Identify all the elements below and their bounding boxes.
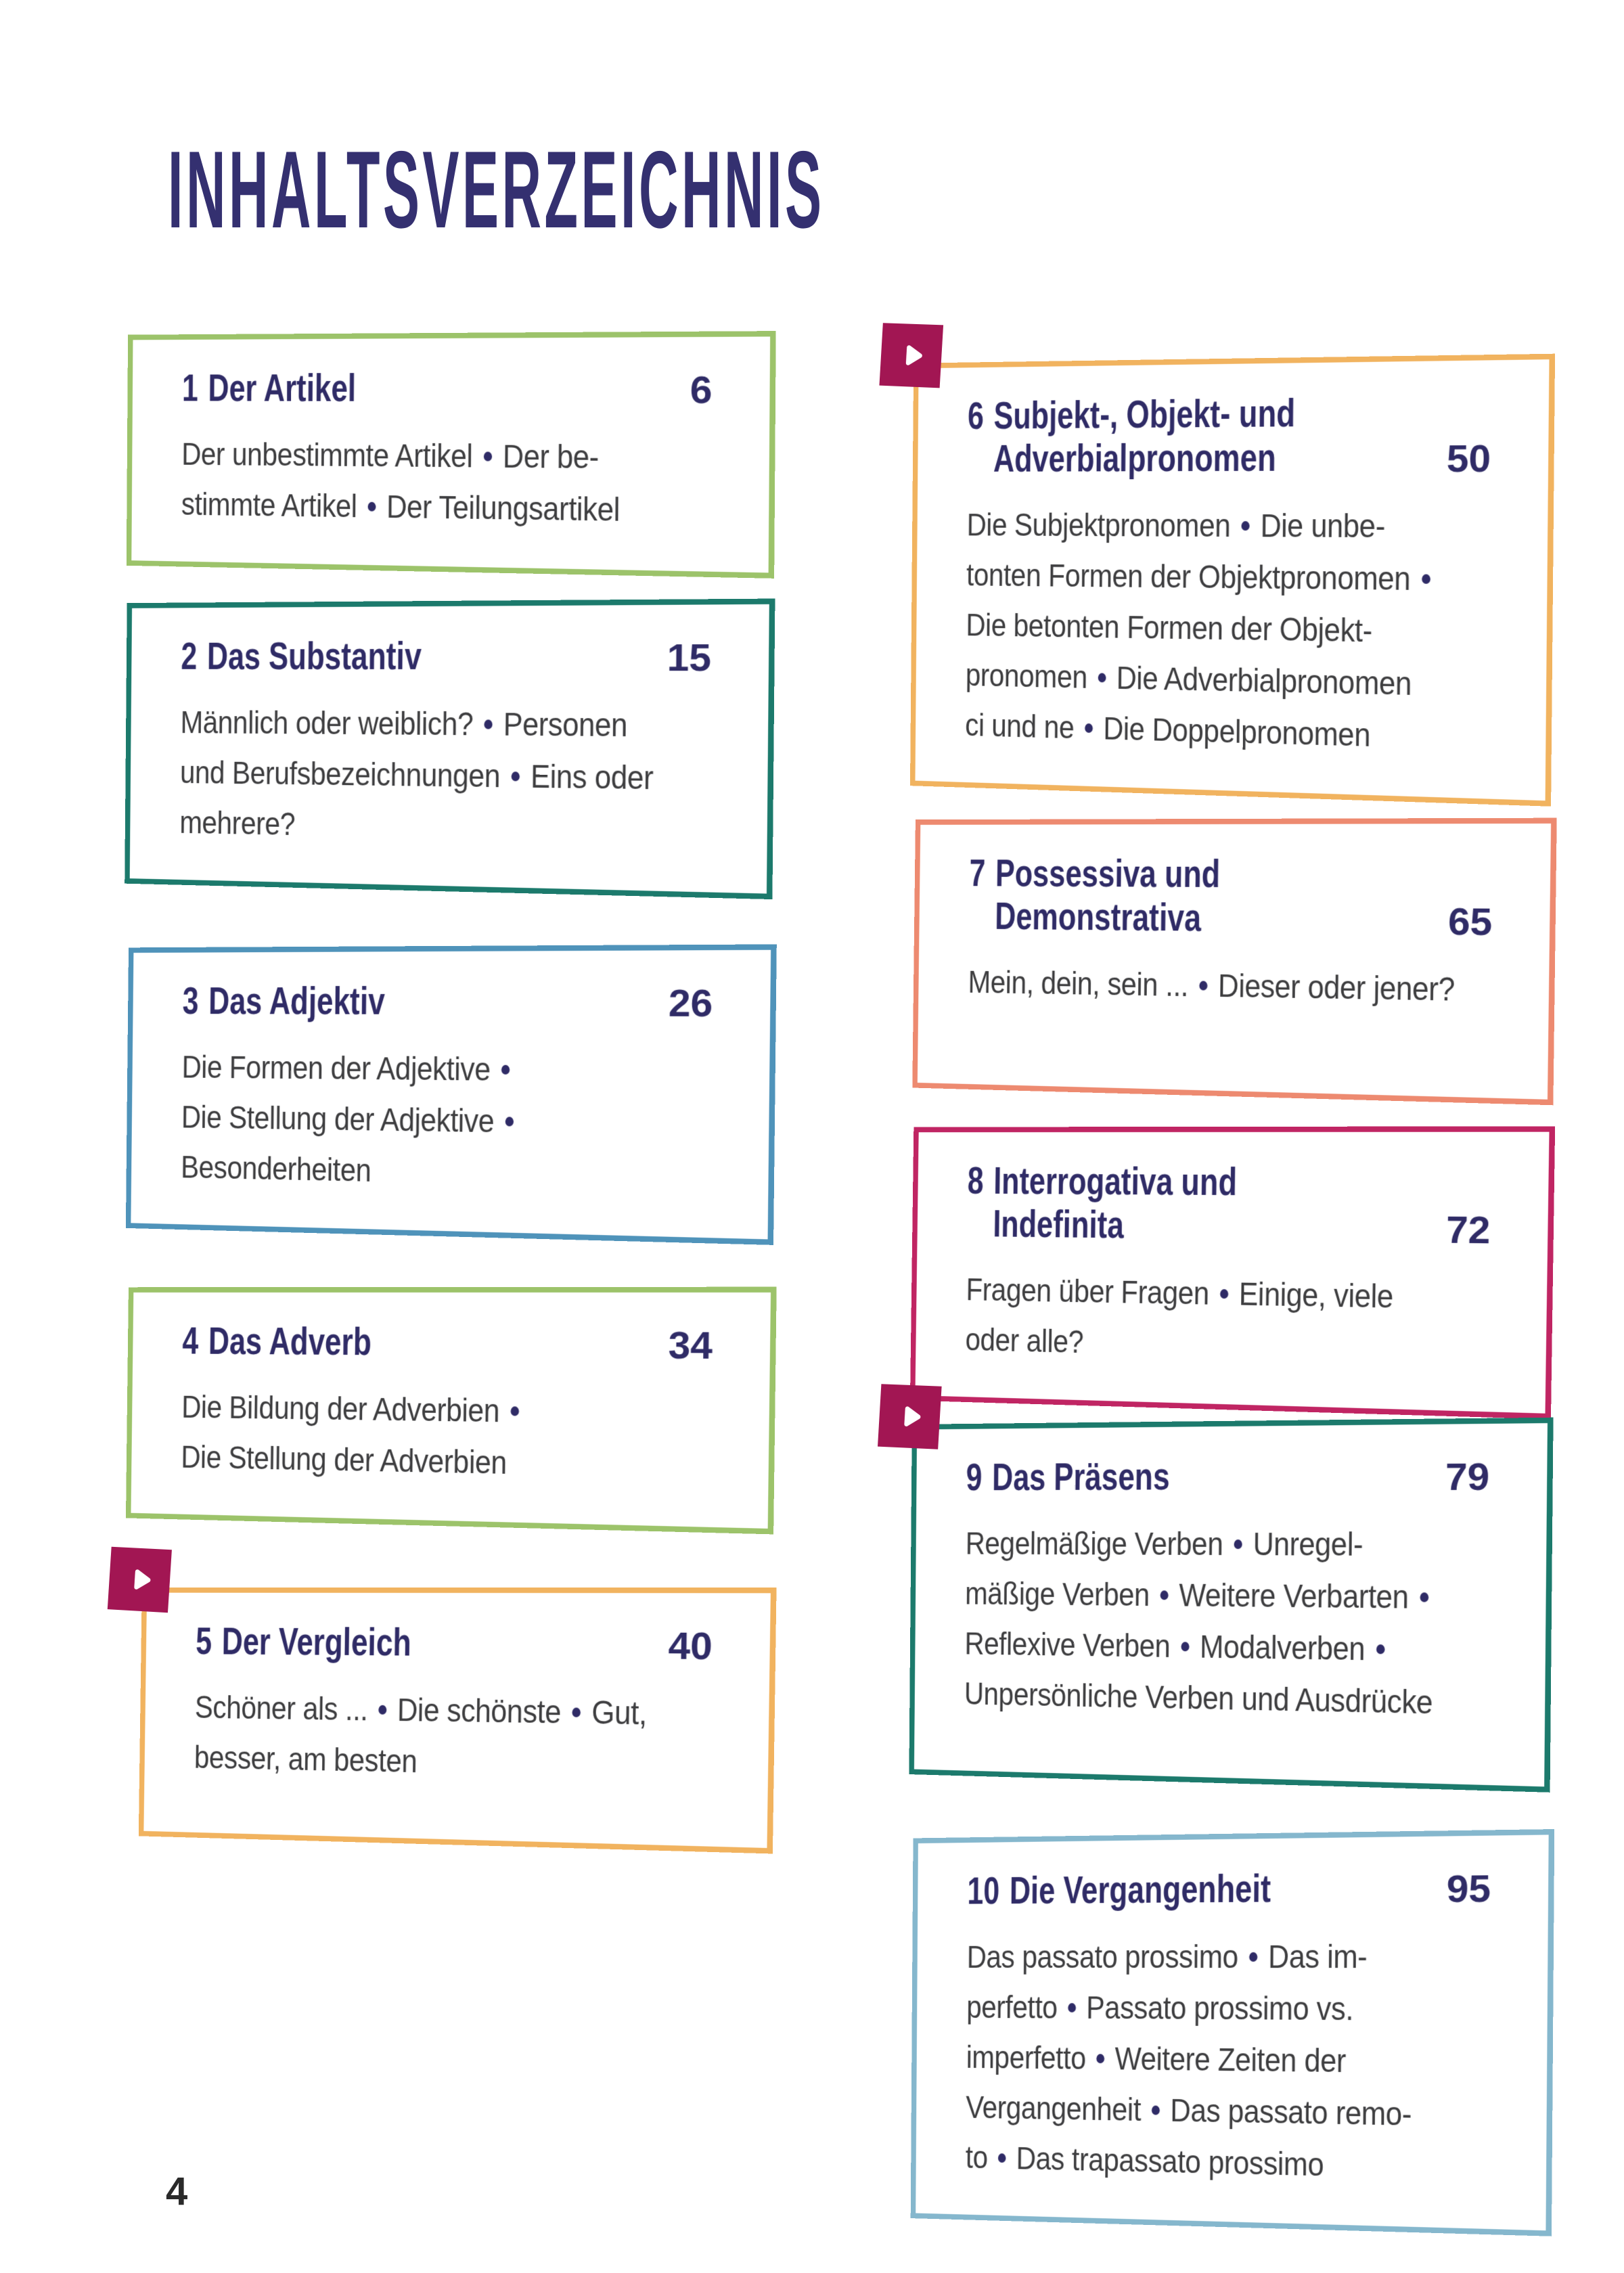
bullet-separator-icon: • [377,1691,388,1728]
topic-line: Männlich oder weiblich? • Personen [180,704,628,744]
bullet-separator-icon: • [482,706,494,743]
audio-play-badge [108,1547,172,1613]
toc-card [909,1418,1553,1793]
chapter-topics [968,958,1527,1018]
page-number: 4 [166,2169,188,2213]
topic-line: Die betonten Formen der Objekt- [966,607,1372,650]
card-heading [968,853,1220,941]
card-head [181,634,711,679]
card-heading [966,1456,1170,1500]
topic-line: Regelmäßige Verben • Unregel- [965,1525,1363,1563]
toc-card [126,1287,777,1535]
bullet-separator-icon: • [1418,1578,1430,1616]
chapter-page: 50 [1446,436,1491,480]
bullet-separator-icon: • [509,1393,520,1430]
topic-line: Unpersönliche Verben und Ausdrücke [964,1675,1433,1721]
play-icon [896,1399,927,1433]
topic-line: imperfetto • Weitere Zeiten der [966,2039,1347,2080]
bullet-separator-icon: • [1083,709,1094,746]
chapter-title: Das Präsens [991,1454,1170,1499]
card-head [966,1453,1489,1500]
toc-card [911,1829,1555,2236]
chapter-number: 2 [181,635,198,678]
chapter-page: 65 [1447,899,1493,944]
topic-line: mehrere? [179,804,296,842]
card-head [196,1621,713,1668]
bullet-separator-icon: • [1219,1275,1230,1313]
chapter-number: 10 [967,1869,1000,1913]
chapter-page: 95 [1446,1866,1491,1911]
bullet-separator-icon: • [1233,1525,1243,1563]
chapter-page: 26 [668,981,713,1025]
chapter-topics [965,501,1527,767]
topic-line: Die Stellung der Adverbien [181,1439,508,1481]
bullet-separator-icon: • [1248,1938,1259,1976]
card-heading [967,1867,1271,1913]
topic-line: und Berufsbezeichnungen • Eins oder [179,755,654,797]
card-head [967,1160,1491,1252]
chapter-page: 15 [667,635,712,679]
chapter-topics [964,1519,1525,1732]
card-head [968,853,1493,943]
topic-line: Reflexive Verben • Modalverben • [964,1625,1386,1668]
chapter-title: Subjekt-, Objekt- und Adverbialpronomen [993,390,1296,480]
bullet-separator-icon: • [1066,1989,1077,2026]
chapter-page: 6 [690,367,713,412]
chapter-topics [179,698,746,859]
topic-line: tonten Formen der Objektpronomen • [966,557,1432,598]
bullet-separator-icon: • [1150,2092,1161,2129]
play-icon [898,338,929,372]
bullet-separator-icon: • [1179,1628,1190,1665]
chapter-number: 5 [195,1619,212,1663]
chapter-title: Das Substantiv [206,634,422,678]
chapter-page: 34 [668,1323,713,1368]
card-heading [182,980,385,1024]
chapter-topics [965,1265,1525,1379]
chapter-number: 7 [969,851,986,895]
topic-line: stimmte Artikel • Der Teilungsartikel [181,486,621,528]
topic-line: Das passato prossimo • Das im- [966,1938,1368,1976]
card-head [967,1865,1491,1913]
bullet-separator-icon: • [510,757,521,795]
chapter-title: Interrogativa und Indefinita [993,1159,1238,1247]
chapter-title: Das Adverb [208,1319,372,1364]
bullet-separator-icon: • [482,438,493,475]
topic-line: perfetto • Passato prossimo vs. [966,1989,1354,2028]
topic-line: besser, am besten [194,1739,418,1780]
page-title: INHALTSVERZEICHNIS [168,128,825,251]
toc-card [910,1126,1555,1419]
chapter-topics [181,1382,748,1494]
bullet-separator-icon: • [503,1103,515,1140]
chapter-number: 4 [182,1319,199,1363]
chapter-title: Der Vergleich [221,1619,412,1665]
topic-line: Mein, dein, sein ... • Dieser oder jener? [968,964,1456,1008]
chapter-topics [181,1043,748,1205]
topic-line: Schöner als ... • Die schönste • Gut, [194,1689,648,1732]
chapter-title: Das Adjektiv [208,979,386,1023]
audio-play-badge [879,323,943,388]
card-heading [182,367,357,410]
bullet-separator-icon: • [1198,967,1209,1004]
bullet-separator-icon: • [1095,2040,1106,2077]
chapter-title: Possessiva und Demonstrativa [994,851,1221,940]
topic-line: pronomen • Die Adverbialpronomen [965,656,1412,702]
card-head [182,1320,713,1367]
toc-card [912,818,1556,1106]
chapter-topics [181,430,748,539]
chapter-topics [194,1683,747,1795]
bullet-separator-icon: • [500,1051,511,1089]
chapter-number: 3 [182,979,199,1022]
card-head [182,979,713,1025]
toc-card [125,599,775,899]
topic-line: mäßige Verben • Weitere Verbarten • [964,1575,1430,1616]
chapter-title: Die Vergangenheit [1009,1866,1271,1912]
topic-line: Die Formen der Adjektive • [181,1049,511,1089]
chapter-number: 6 [967,394,985,438]
topic-line: Fragen über Fragen • Einige, viele [966,1271,1394,1315]
card-heading [182,1320,371,1364]
card-heading [196,1621,411,1665]
card-heading [967,1160,1327,1250]
topic-line: Die Bildung der Adverbien • [181,1389,520,1430]
topic-line: Die Subjektpronomen • Die unbe- [966,507,1386,545]
card-heading [181,635,422,679]
chapter-number: 8 [967,1159,985,1202]
bullet-separator-icon: • [1159,1577,1169,1614]
chapter-page: 79 [1445,1454,1490,1499]
toc-card [139,1588,777,1854]
bullet-separator-icon: • [1097,659,1107,696]
bullet-separator-icon: • [1240,507,1250,545]
card-head [967,390,1491,481]
topic-line: Vergangenheit • Das passato remo- [966,2089,1412,2133]
topic-line: ci und ne • Die Doppelpronomen [965,706,1371,754]
toc-card [910,354,1555,807]
topic-line: Die Stellung der Adjektive • [181,1099,515,1140]
chapter-page: 40 [668,1623,713,1668]
topic-line: oder alle? [965,1322,1084,1360]
bullet-separator-icon: • [997,2140,1007,2176]
card-heading [967,392,1295,481]
card-head [182,366,713,411]
topic-line: to • Das trapassato prossimo [965,2139,1324,2184]
audio-play-badge [878,1384,942,1449]
topic-line: Besonderheiten [180,1149,371,1189]
toc-card [127,331,776,579]
topic-line: Der unbestimmte Artikel • Der be- [181,436,600,476]
toc-card [126,944,777,1244]
chapter-topics [966,1931,1527,2196]
bullet-separator-icon: • [1420,560,1432,598]
chapter-number: 9 [966,1456,983,1499]
play-icon [126,1562,157,1597]
chapter-title: Der Artikel [208,366,357,410]
chapter-number: 1 [181,366,199,410]
bullet-separator-icon: • [1375,1630,1386,1668]
bullet-separator-icon: • [367,488,377,525]
chapter-page: 72 [1445,1207,1491,1253]
bullet-separator-icon: • [570,1694,582,1732]
